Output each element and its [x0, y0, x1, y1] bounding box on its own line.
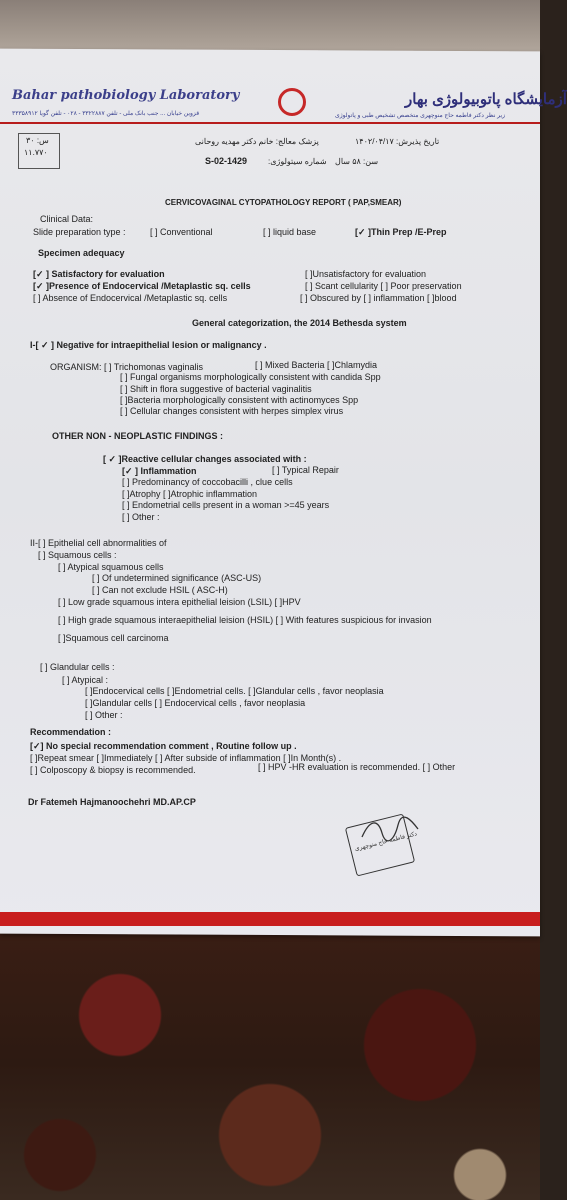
- hsil: [ ] High grade squamous interaepithelial leision (HSIL) [ ] With features suspicious for invasion: [58, 615, 432, 625]
- background-carpet: [0, 925, 540, 1200]
- endometrial-45: [ ] Endometrial cells present in a woman >=45 years: [122, 500, 330, 510]
- lab-name-latin: Bahar pathobiology Laboratory: [12, 88, 240, 103]
- squamous-cells: [ ] Squamous cells :: [38, 550, 117, 560]
- clinical-data: Clinical Data:: [40, 214, 94, 224]
- lab-subtitle-fa: زیر نظر دکتر فاطمه حاج منوچهری متخصص تشخیص طبی و پاتولوژی: [335, 113, 506, 119]
- reactive-changes: [ ✓ ]Reactive cellular changes associated with :: [103, 454, 307, 464]
- asc-h: [ ] Can not exclude HSIL ( ASC-H): [92, 585, 228, 595]
- general-categorization: General categorization, the 2014 Bethesda system: [192, 318, 407, 328]
- recommendation-heading: Recommendation :: [30, 727, 112, 737]
- record-box-line1: س: ۳۰: [26, 136, 49, 145]
- adq-scant: [ ] Scant cellularity [ ] Poor preservation: [305, 281, 462, 291]
- header-divider: [0, 122, 540, 124]
- atypical-squamous: [ ] Atypical squamous cells: [58, 562, 164, 572]
- organism-shift: [ ] Shift in flora suggestive of bacterial vaginalitis: [120, 384, 312, 394]
- doctor-name: Dr Fatemeh Hajmanoochehri MD.AP.CP: [28, 797, 196, 807]
- reception-date: تاریخ پذیرش: ۱۴۰۲/۰۴/۱۷: [355, 137, 440, 146]
- asc-us: [ ] Of undetermined significance (ASC-US): [92, 573, 262, 583]
- atypical-glandular: [ ] Atypical :: [62, 675, 109, 685]
- physician-name: پزشک معالج: خانم دکتر مهدیه روحانی: [195, 137, 319, 146]
- organism-mixed: [ ] Mixed Bacteria [ ]Chlamydia: [255, 360, 378, 370]
- typical-repair: [ ] Typical Repair: [272, 465, 339, 475]
- rec-hpv: [ ] HPV -HR evaluation is recommended. [ ] Other: [258, 762, 456, 772]
- paper-red-edge: [0, 912, 540, 926]
- prep-thin: [✓ ]Thin Prep /E-Prep: [355, 227, 447, 237]
- adq-unsatisfactory: [ ]Unsatisfactory for evaluation: [305, 269, 427, 279]
- other-non-neoplastic: OTHER NON - NEOPLASTIC FINDINGS :: [52, 431, 223, 441]
- coccobacilli: [ ] Predominancy of coccobacilli , clue cells: [122, 477, 293, 487]
- organism-fungal: [ ] Fungal organisms morphologically consistent with candida Spp: [120, 372, 381, 382]
- endocervical-cells: [ ]Endocervical cells [ ]Endometrial cells. [ ]Glandular cells , favor neoplasia: [85, 686, 384, 696]
- atrophy: [ ]Atrophy [ ]Atrophic inflammation: [122, 489, 258, 499]
- cyto-number-label: شماره سیتولوژی:: [268, 157, 327, 166]
- prep-conventional: [ ] Conventional: [150, 227, 213, 237]
- specimen-adequacy: Specimen adequacy: [38, 248, 125, 258]
- record-box-line2: ۱۱.۷۷۰: [24, 148, 48, 157]
- stamp-text: دکتر فاطمه حاج منوچهری: [354, 831, 418, 853]
- report-title: CERVICOVAGINAL CYTOPATHOLOGY REPORT ( PAP,SMEAR): [165, 198, 402, 207]
- prep-liquid: [ ] liquid base: [263, 227, 317, 237]
- other-findings: [ ] Other :: [122, 512, 160, 522]
- organism-actino: [ ]Bacteria morphologically consistent with actinomyces Spp: [120, 395, 359, 405]
- rec-no-special: [✓] No special recommendation comment , Routine follow up .: [30, 741, 297, 751]
- squamous-carcinoma: [ ]Squamous cell carcinoma: [58, 633, 169, 643]
- glandular-cells: [ ] Glandular cells :: [40, 662, 115, 672]
- glandular-favor: [ ]Glandular cells [ ] Endocervical cells , favor neoplasia: [85, 698, 306, 708]
- inflammation: [✓ ] Inflammation: [122, 466, 197, 476]
- adq-presence: [✓ ]Presence of Endocervical /Metaplastic sq. cells: [33, 281, 251, 291]
- rec-repeat-smear: [ ]Repeat smear [ ]Immediately [ ] After subside of inflammation [ ]In Month(s) .: [30, 753, 342, 763]
- other-glandular: [ ] Other :: [85, 710, 123, 720]
- lab-name-fa: آزمایشگاه پاتوبیولوژی بهار: [405, 91, 567, 108]
- organism-label: ORGANISM: [ ] Trichomonas vaginalis: [50, 362, 204, 372]
- lsil: [ ] Low grade squamous intera epithelial leision (LSIL) [ ]HPV: [58, 597, 301, 607]
- slide-prep-label: Slide preparation type :: [33, 227, 126, 237]
- negative-heading: I-[ ✓ ] Negative for intraepithelial lesion or malignancy .: [30, 340, 267, 350]
- patient-age: سن: ۵۸ سال: [335, 157, 379, 166]
- adq-obscured: [ ] Obscured by [ ] inflammation [ ]blood: [300, 293, 457, 303]
- lab-address-fa: قزوین خیابان ... جنب بانک ملی - تلفن ۳۳۲۲۸۸۷ - ۰۲۸ - تلفن گویا ۳۳۳۵۸۹۱۲: [12, 111, 200, 117]
- adq-satisfactory: [✓ ] Satisfactory for evaluation: [33, 269, 165, 279]
- epithelial-abnormalities: II-[ ] Epithelial cell abnormalities of: [30, 538, 167, 548]
- organism-herpes: [ ] Cellular changes consistent with herpes simplex virus: [120, 406, 344, 416]
- adq-absence: [ ] Absence of Endocervical /Metaplastic sq. cells: [33, 293, 228, 303]
- cyto-number: S-02-1429: [205, 156, 248, 166]
- lab-logo-icon: [278, 88, 306, 116]
- rec-colposcopy: [ ] Colposcopy & biopsy is recommended.: [30, 765, 196, 775]
